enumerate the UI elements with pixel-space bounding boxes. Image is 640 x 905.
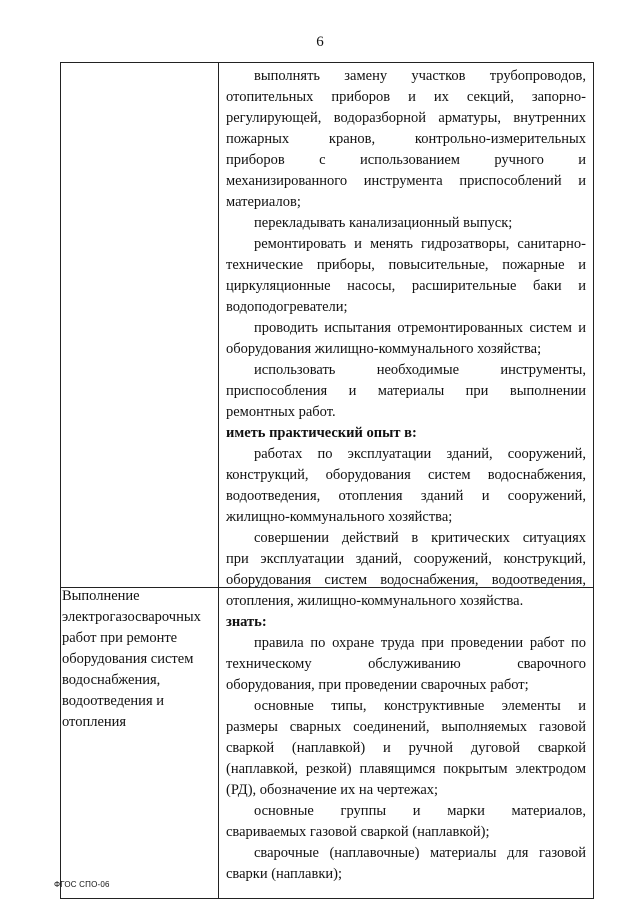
footer-label: ФГОС СПО-06 <box>54 880 110 889</box>
left-cell-line: электрогазосварочных <box>62 609 201 625</box>
text-line: сваркой (наплавкой) и ручной дуговой сваркой <box>226 740 586 756</box>
text-line: оборудования жилищно-коммунального хозяйства; <box>226 341 542 357</box>
left-cell-line: водоснабжения, <box>62 672 161 688</box>
text-line: совершении действий в критических ситуациях <box>254 530 586 546</box>
text-line: проводить испытания отремонтированных систем и <box>254 320 586 336</box>
text-line: конструкций, оборудования систем водоснабжения, <box>226 467 586 483</box>
text-line: свариваемых газовой сваркой (наплавкой); <box>226 824 490 840</box>
text-line: отопления, жилищно-коммунального хозяйства. <box>226 593 524 609</box>
text-line: оборудования, при проведении сварочных работ; <box>226 677 529 693</box>
text-line: приспособления и материалы при выполнении <box>226 383 586 399</box>
text-line: техническому обслуживанию сварочного <box>226 656 586 672</box>
text-line: перекладывать канализационный выпуск; <box>254 215 513 231</box>
left-cell-line: отопления <box>62 714 127 730</box>
text-line: отопительных приборов и их секций, запорно- <box>226 89 586 105</box>
text-line: знать: <box>226 614 267 630</box>
text-line: работах по эксплуатации зданий, сооружений, <box>254 446 586 462</box>
left-cell-line: работ при ремонте <box>62 630 178 646</box>
text-line: водоотведения, отопления зданий и сооружений, <box>226 488 586 504</box>
text-line: водоподогреватели; <box>226 299 348 315</box>
text-line: технические приборы, повысительные, пожарные и <box>226 257 586 273</box>
left-cell-line: Выполнение <box>62 588 140 604</box>
text-line: материалов; <box>226 194 301 210</box>
text-line: (наплавкой, резкой) плавящимся покрытым электродом <box>226 761 586 777</box>
text-line: ремонтировать и менять гидрозатворы, санитарно- <box>254 236 586 252</box>
text-line: регулирующей, водоразборной арматуры, внутренних <box>226 110 586 126</box>
text-line: иметь практический опыт в: <box>226 425 417 441</box>
text-line: пожарных кранов, контрольно-измерительных <box>226 131 586 147</box>
text-line: циркуляционные насосы, расширительные баки и <box>226 278 586 294</box>
text-line: сварки (наплавки); <box>226 866 342 882</box>
text-line: механизированного инструмента приспособлений и <box>226 173 586 189</box>
text-line: основные группы и марки материалов, <box>254 803 586 819</box>
page-number: 6 <box>316 34 324 50</box>
table-column-divider <box>218 62 219 899</box>
text-line: ремонтных работ. <box>226 404 336 420</box>
text-line: использовать необходимые инструменты, <box>254 362 586 378</box>
text-line: сварочные (наплавочные) материалы для газовой <box>254 845 586 861</box>
text-line: приборов с использованием ручного и <box>226 152 586 168</box>
text-line: правила по охране труда при проведении работ по <box>254 635 586 651</box>
text-line: основные типы, конструктивные элементы и <box>254 698 586 714</box>
text-line: (РД), обозначение их на чертежах; <box>226 782 439 798</box>
text-line: размеры сварных соединений, выполняемых газовой <box>226 719 586 735</box>
text-line: при эксплуатации зданий, сооружений, конструкций, <box>226 551 586 567</box>
text-line: оборудования систем водоснабжения, водоотведения, <box>226 572 586 588</box>
text-line: выполнять замену участков трубопроводов, <box>254 68 586 84</box>
text-line: жилищно-коммунального хозяйства; <box>226 509 453 525</box>
left-cell-line: оборудования систем <box>62 651 194 667</box>
left-cell-line: водоотведения и <box>62 693 164 709</box>
left-cell <box>62 586 214 733</box>
